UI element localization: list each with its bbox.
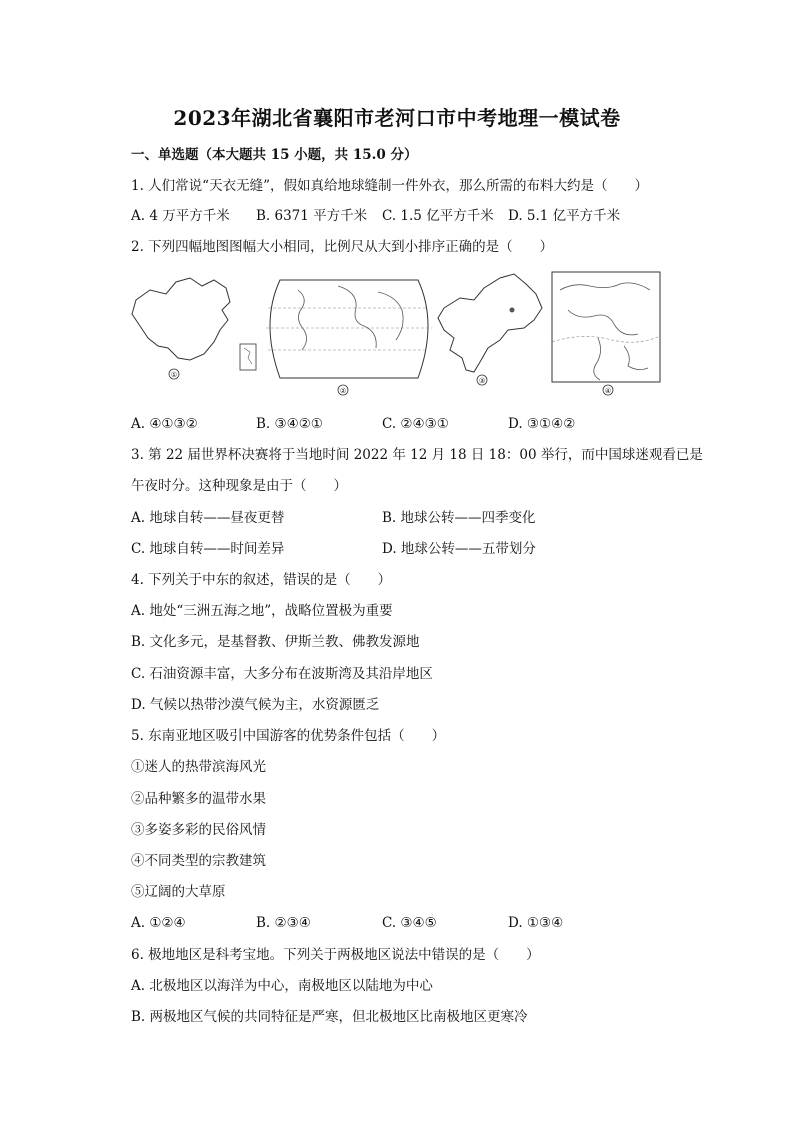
q3-option-d: D. 地球公转——五带划分 xyxy=(382,541,536,557)
q3-option-a: A. 地球自转——昼夜更替 xyxy=(131,510,285,526)
q1-option-d: D. 5.1 亿平方千米 xyxy=(508,208,621,224)
q2-option-a: A. ④①③② xyxy=(131,416,198,432)
q4-stem: 4. 下列关于中东的叙述，错误的是（ ） xyxy=(131,572,392,588)
map-3-capital-dot xyxy=(510,308,515,313)
q4-option-a: A. 地处“三洲五海之地”，战略位置极为重要 xyxy=(131,603,393,619)
q3-option-c: C. 地球自转——时间差异 xyxy=(131,541,285,557)
q6-stem: 6. 极地地区是科考宝地。下列关于两极地区说法中错误的是（ ） xyxy=(131,947,540,963)
map-1-label: ① xyxy=(170,371,178,379)
q5-option-c: C. ③④⑤ xyxy=(382,915,437,931)
map-4-asia xyxy=(552,272,660,395)
q5-item-5: ⑤辽阔的大草原 xyxy=(131,884,226,900)
q4-option-c: C. 石油资源丰富，大多分布在波斯湾及其沿岸地区 xyxy=(131,666,433,682)
q5-option-d: D. ①③④ xyxy=(508,915,564,931)
q1-option-c: C. 1.5 亿平方千米 xyxy=(382,208,494,224)
q6-option-a: A. 北极地区以海洋为中心，南极地区以陆地为中心 xyxy=(131,978,433,994)
map-3-label: ③ xyxy=(478,377,486,385)
q2-option-d: D. ③①④② xyxy=(508,416,576,432)
q5-item-2: ②品种繁多的温带水果 xyxy=(131,791,266,807)
q3-stem-line2: 午夜时分。这种现象是由于（ ） xyxy=(131,478,347,494)
map-2-label: ② xyxy=(339,387,347,395)
map-2-world xyxy=(266,280,432,395)
section-heading: 一、单选题（本大题共 15 小题，共 15.0 分） xyxy=(131,147,418,163)
q1-option-b: B. 6371 平方千米 xyxy=(256,208,368,224)
q5-item-3: ③多姿多彩的民俗风情 xyxy=(131,822,266,838)
q2-stem: 2. 下列四幅地图图幅大小相同，比例尺从大到小排序正确的是（ ） xyxy=(131,239,554,255)
q5-option-b: B. ②③④ xyxy=(256,915,311,931)
q4-option-b: B. 文化多元，是基督教、伊斯兰教、佛教发源地 xyxy=(131,634,420,650)
map-4-label: ④ xyxy=(604,387,612,395)
q5-item-1: ①迷人的热带滨海风光 xyxy=(131,759,266,775)
q1-option-a: A. 4 万平方千米 xyxy=(131,208,230,224)
q3-stem-line1: 3. 第 22 届世界杯决赛将于当地时间 2022 年 12 月 18 日 18：00 举行，而中国球迷观看已是 xyxy=(131,447,703,463)
q5-item-4: ④不同类型的宗教建筑 xyxy=(131,853,266,869)
q1-stem: 1. 人们常说“天衣无缝”，假如真给地球缝制一件外衣，那么所需的布料大约是（ ） xyxy=(131,178,648,194)
q3-option-b: B. 地球公转——四季变化 xyxy=(382,510,536,526)
four-maps-figure xyxy=(128,268,668,398)
q6-option-b: B. 两极地区气候的共同特征是严寒，但北极地区比南极地区更寒冷 xyxy=(131,1009,528,1025)
q4-option-d: D. 气候以热带沙漠气候为主，水资源匮乏 xyxy=(131,697,380,713)
page-title: 2023年湖北省襄阳市老河口市中考地理一模试卷 xyxy=(173,106,621,130)
q5-option-a: A. ①②④ xyxy=(131,915,186,931)
q2-option-c: C. ②④③① xyxy=(382,416,449,432)
map-1-china xyxy=(132,278,256,379)
q2-option-b: B. ③④②① xyxy=(256,416,323,432)
map-3-province xyxy=(438,274,542,385)
q5-stem: 5. 东南亚地区吸引中国游客的优势条件包括（ ） xyxy=(131,728,446,744)
